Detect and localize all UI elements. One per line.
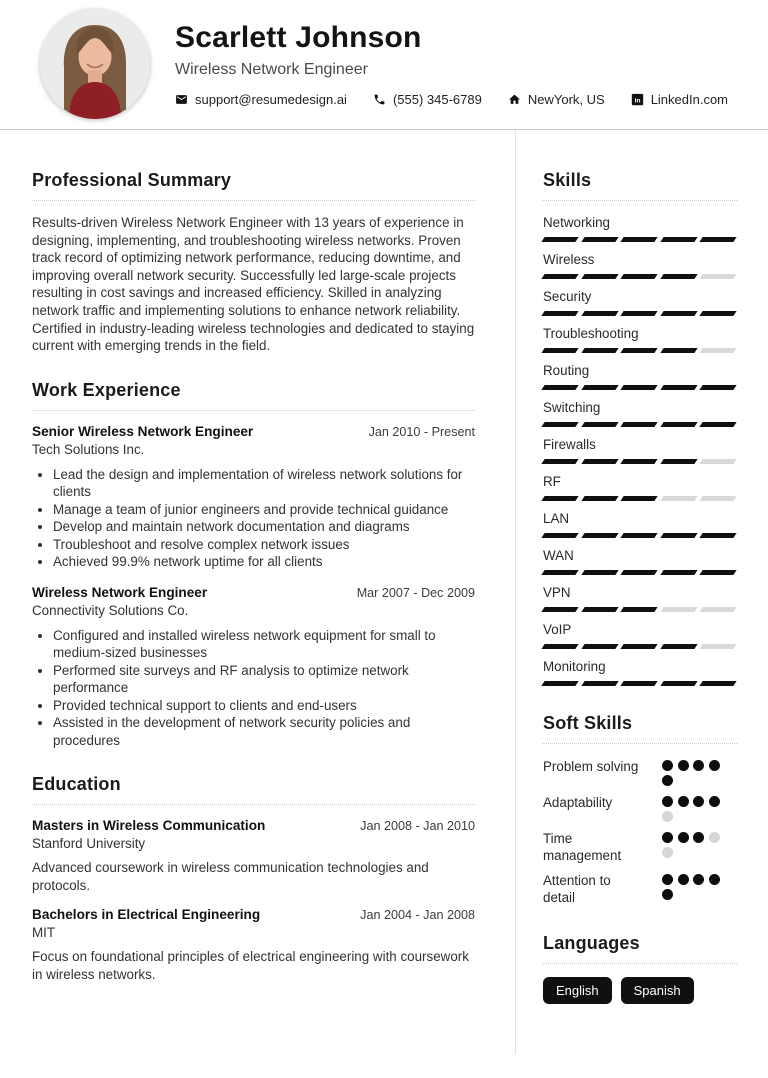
skill-bar: [543, 607, 735, 612]
skill-name: LAN: [543, 511, 570, 526]
skill-bar-segment: [541, 237, 578, 242]
job-bullet: • Configured and installed wireless network equipment for small to medium-sized businesses: [53, 627, 475, 662]
summary-section: [32, 170, 475, 355]
skill-bar-segment: [621, 274, 658, 279]
skill-bar-segment: [660, 385, 697, 390]
skill-bar-segment: [541, 348, 578, 353]
soft-skill-item: [543, 794, 737, 822]
header: [0, 0, 768, 129]
job-bullet: • Manage a team of junior engineers and provide technical guidance: [53, 501, 475, 519]
skill-bar-segment: [581, 459, 618, 464]
skill-bar-segment: [581, 570, 618, 575]
skill-bar-segment: [700, 422, 737, 427]
contact-linkedin: [631, 92, 728, 107]
language-pill: English: [543, 977, 612, 1004]
skill-bar-segment: [660, 237, 697, 242]
degree-title: Bachelors in Electrical Engineering: [32, 907, 261, 923]
soft-skill-name: Adaptability: [543, 795, 613, 810]
job-header: [32, 585, 475, 600]
skill-bar-segment: [621, 385, 658, 390]
languages-section: [543, 933, 737, 1004]
skill-bar-segment: [621, 459, 658, 464]
skill-bar-segment: [581, 385, 618, 390]
main-column: [32, 130, 475, 1054]
soft-skill-dots: [662, 760, 724, 786]
skill-bar-segment: [581, 422, 618, 427]
avatar-portrait-graphic: [40, 9, 150, 119]
skill-bar: [543, 348, 735, 353]
skill-bar-segment: [700, 533, 737, 538]
skill-bar: [543, 533, 735, 538]
languages-section-title: Languages: [543, 933, 737, 964]
skill-bar-segment: [541, 496, 578, 501]
degree-title: Masters in Wireless Communication: [32, 818, 266, 834]
content-area: [0, 130, 768, 1054]
skill-bar: [543, 496, 735, 501]
job-bullet-list: [32, 627, 475, 750]
contact-phone: [373, 92, 482, 107]
contact-text: NewYork, US: [527, 92, 605, 107]
skill-bar-segment: [700, 570, 737, 575]
soft-skill-dot: [709, 832, 720, 843]
soft-skill-name: Time management: [543, 831, 622, 863]
person-name: Scarlett Johnson: [175, 21, 422, 54]
skill-bar-segment: [541, 533, 578, 538]
skill-bar-segment: [621, 496, 658, 501]
soft-skill-dots: [662, 832, 724, 858]
skill-bar-segment: [581, 681, 618, 686]
degree-list: [32, 818, 475, 983]
soft-skill-dots: [662, 874, 724, 900]
skill-item: [543, 511, 737, 538]
skill-bar-segment: [541, 385, 578, 390]
soft-skill-name: Attention to detail: [543, 873, 611, 905]
skill-bar-segment: [581, 644, 618, 649]
degree-school: MIT: [32, 925, 56, 941]
phone-icon: [373, 93, 386, 106]
job-bullet: • Assisted in the development of network security policies and procedures: [53, 714, 475, 749]
skill-item: [543, 400, 737, 427]
skill-bar-segment: [541, 644, 578, 649]
skill-list: [543, 215, 737, 686]
skill-name: Wireless: [543, 252, 595, 267]
email-icon: [175, 93, 188, 106]
skill-name: Firewalls: [543, 437, 596, 452]
column-divider: [515, 130, 516, 1054]
skills-section: [543, 170, 737, 686]
skill-name: Networking: [543, 215, 610, 230]
skill-bar-segment: [581, 237, 618, 242]
skill-bar-segment: [660, 274, 697, 279]
svg-text:in: in: [634, 97, 641, 105]
skill-bar-segment: [700, 311, 737, 316]
soft-skill-item: [543, 872, 737, 906]
job-block: [32, 424, 475, 571]
skill-name: WAN: [543, 548, 574, 563]
skill-bar-segment: [660, 681, 697, 686]
skill-bar: [543, 459, 735, 464]
contact-text: LinkedIn.com: [650, 92, 729, 107]
soft-skill-dot: [662, 811, 673, 822]
job-company: Tech Solutions Inc.: [32, 441, 145, 457]
job-bullet: • Develop and maintain network documentation and diagrams: [53, 518, 475, 536]
skill-item: [543, 622, 737, 649]
experience-section-title: Work Experience: [32, 380, 475, 411]
skill-bar-segment: [621, 607, 658, 612]
degree-block: [32, 907, 475, 983]
job-block: [32, 585, 475, 750]
skill-bar: [543, 681, 735, 686]
education-section: [32, 774, 475, 983]
job-company: Connectivity Solutions Co.: [32, 602, 189, 618]
skill-bar-segment: [541, 422, 578, 427]
skill-bar-segment: [541, 681, 578, 686]
soft-skill-dot: [693, 832, 704, 843]
skill-bar-segment: [660, 459, 697, 464]
skill-bar-segment: [581, 311, 618, 316]
degree-school: Stanford University: [32, 836, 146, 852]
job-dates: Mar 2007 - Dec 2009: [356, 585, 475, 600]
contact-email: [175, 92, 347, 107]
soft-skill-dot: [693, 796, 704, 807]
soft-skill-dot: [678, 832, 689, 843]
skill-bar-segment: [581, 496, 618, 501]
skill-bar-segment: [581, 533, 618, 538]
sidebar-column: [543, 130, 737, 1054]
skill-item: [543, 363, 737, 390]
soft-skill-dot: [709, 760, 720, 771]
skill-item: [543, 585, 737, 612]
soft-skill-dots: [662, 796, 724, 822]
skill-name: Monitoring: [543, 659, 606, 674]
soft-skill-dot: [662, 832, 673, 843]
skill-bar-segment: [700, 348, 737, 353]
job-bullet: • Achieved 99.9% network uptime for all clients: [53, 553, 475, 571]
job-role: Wireless Network Engineer: [32, 584, 208, 600]
soft-skill-list: [543, 758, 737, 906]
soft-skill-dot: [693, 874, 704, 885]
skill-name: Troubleshooting: [543, 326, 639, 341]
skill-bar-segment: [621, 422, 658, 427]
skill-name: VoIP: [543, 622, 572, 637]
linkedin-icon: [631, 93, 644, 106]
soft-skill-dot: [662, 874, 673, 885]
soft-skill-dot: [678, 760, 689, 771]
skill-bar-segment: [621, 311, 658, 316]
soft-skill-dot: [693, 760, 704, 771]
skill-item: [543, 437, 737, 464]
avatar: [40, 9, 150, 119]
skill-name: Security: [543, 289, 592, 304]
job-bullet: • Troubleshoot and resolve complex network issues: [53, 536, 475, 554]
degree-description: Focus on foundational principles of electrical engineering with coursework in wireless networks.: [32, 949, 469, 983]
skill-bar-segment: [621, 348, 658, 353]
soft-skill-dot: [662, 889, 673, 900]
skill-bar-segment: [700, 237, 737, 242]
language-pill: Spanish: [621, 977, 694, 1004]
skill-item: [543, 659, 737, 686]
contact-row: [175, 92, 728, 107]
soft-skill-dot: [678, 874, 689, 885]
skill-bar-segment: [660, 607, 697, 612]
job-bullet-list: [32, 466, 475, 571]
soft-skills-section: [543, 713, 737, 906]
soft-skill-dot: [662, 796, 673, 807]
contact-text: (555) 345-6789: [392, 92, 482, 107]
soft-skill-name: Problem solving: [543, 759, 639, 774]
skill-bar: [543, 422, 735, 427]
education-section-title: Education: [32, 774, 475, 805]
skill-item: [543, 289, 737, 316]
skill-bar-segment: [541, 570, 578, 575]
skill-bar-segment: [660, 311, 697, 316]
skill-bar-segment: [541, 274, 578, 279]
soft-skill-dot: [662, 760, 673, 771]
skills-section-title: Skills: [543, 170, 737, 201]
skill-bar-segment: [581, 274, 618, 279]
job-bullet: • Performed site surveys and RF analysis to optimize network performance: [53, 662, 475, 697]
person-job-title: Wireless Network Engineer: [175, 61, 368, 78]
skill-bar-segment: [660, 348, 697, 353]
skill-bar-segment: [581, 348, 618, 353]
skill-name: VPN: [543, 585, 571, 600]
job-bullet: • Lead the design and implementation of wireless network solutions for clients: [53, 466, 475, 501]
skill-bar-segment: [700, 274, 737, 279]
skill-bar-segment: [621, 237, 658, 242]
soft-skill-dot: [662, 847, 673, 858]
job-list: [32, 424, 475, 750]
skill-bar-segment: [660, 422, 697, 427]
soft-skill-item: [543, 758, 737, 786]
skill-item: [543, 326, 737, 353]
soft-skill-dot: [678, 796, 689, 807]
degree-header: [32, 818, 475, 833]
skill-bar: [543, 385, 735, 390]
soft-skill-item: [543, 830, 737, 864]
skill-name: RF: [543, 474, 561, 489]
skill-bar-segment: [700, 681, 737, 686]
summary-text: Results-driven Wireless Network Engineer with 13 years of experience in designing, implementing, and troubleshooting wireless networks. Proven track record of optimizing network performance, reducing downtime, and improving overall network security. Successfully led large-scale projects resulting in cost savings and increased efficiency. Skilled in analyzing network traffic and implementing solutions to enhance network reliability. Certified in industry-leading wireless technologies and dedicated to staying current with emerging trends in the field.: [32, 215, 475, 354]
skill-bar-segment: [660, 644, 697, 649]
skill-bar-segment: [700, 385, 737, 390]
skill-name: Routing: [543, 363, 590, 378]
contact-text: support@resumedesign.ai: [195, 92, 347, 107]
skill-bar-segment: [621, 644, 658, 649]
skill-bar-segment: [621, 533, 658, 538]
degree-dates: Jan 2004 - Jan 2008: [360, 908, 475, 923]
skill-bar: [543, 570, 735, 575]
job-role: Senior Wireless Network Engineer: [32, 423, 254, 439]
degree-dates: Jan 2008 - Jan 2010: [360, 819, 475, 834]
soft-skill-dot: [662, 775, 673, 786]
skill-item: [543, 215, 737, 242]
skill-bar-segment: [621, 681, 658, 686]
skill-item: [543, 474, 737, 501]
skill-bar-segment: [621, 570, 658, 575]
skill-bar-segment: [700, 496, 737, 501]
skill-name: Switching: [543, 400, 601, 415]
skill-bar: [543, 237, 735, 242]
degree-description: Advanced coursework in wireless communication technologies and protocols.: [32, 860, 429, 893]
header-text: [175, 21, 728, 107]
home-icon: [508, 93, 521, 106]
experience-section: [32, 380, 475, 750]
skill-bar-segment: [660, 533, 697, 538]
skill-bar-segment: [700, 607, 737, 612]
job-header: [32, 424, 475, 439]
skill-bar-segment: [581, 607, 618, 612]
skill-bar-segment: [700, 644, 737, 649]
contact-home: [508, 92, 605, 107]
job-bullet: • Provided technical support to clients and end-users: [53, 697, 475, 715]
skill-bar: [543, 274, 735, 279]
skill-bar-segment: [660, 570, 697, 575]
degree-block: [32, 818, 475, 894]
degree-header: [32, 907, 475, 922]
skill-bar-segment: [541, 311, 578, 316]
skill-bar-segment: [541, 459, 578, 464]
skill-bar: [543, 311, 735, 316]
skill-item: [543, 252, 737, 279]
language-pill-list: [543, 977, 737, 1004]
skill-bar-segment: [541, 607, 578, 612]
skill-bar-segment: [660, 496, 697, 501]
job-dates: Jan 2010 - Present: [368, 424, 475, 439]
skill-bar: [543, 644, 735, 649]
skill-item: [543, 548, 737, 575]
soft-skill-dot: [709, 874, 720, 885]
soft-skills-section-title: Soft Skills: [543, 713, 737, 744]
soft-skill-dot: [709, 796, 720, 807]
summary-section-title: Professional Summary: [32, 170, 475, 201]
skill-bar-segment: [700, 459, 737, 464]
